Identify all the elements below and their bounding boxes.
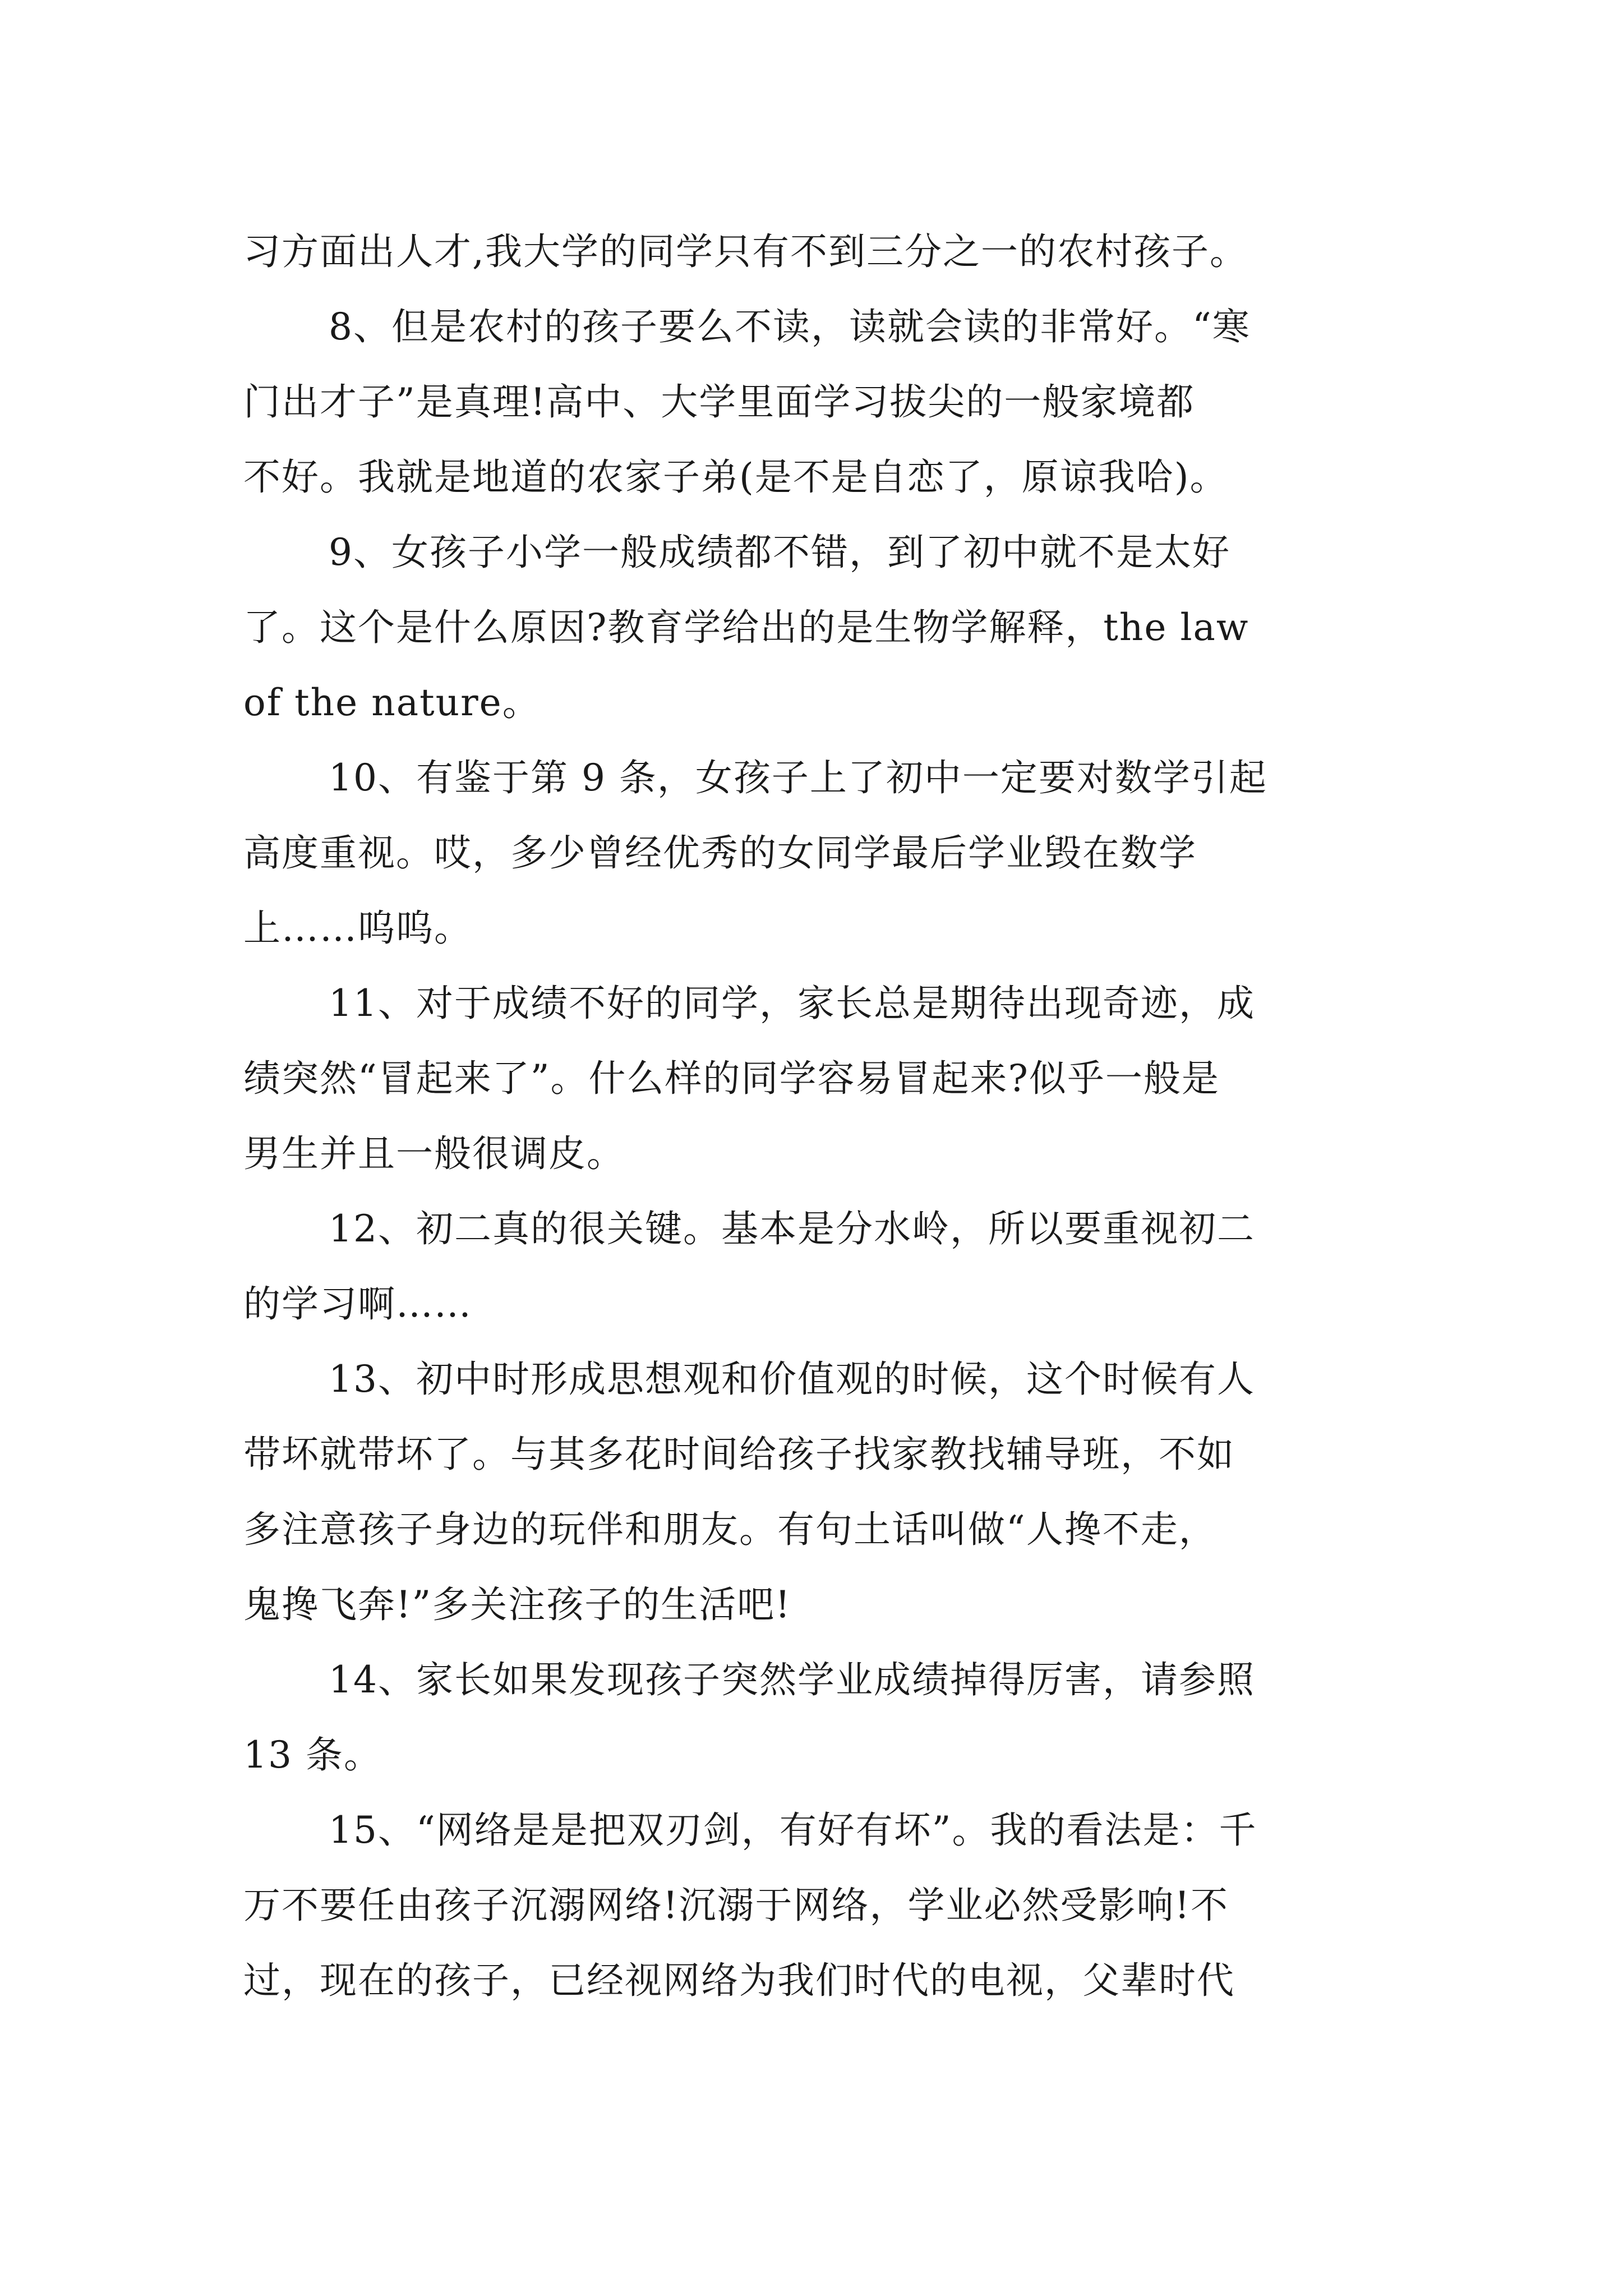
text-line: 万不要任由孩子沉溺网络!沉溺于网络，学业必然受影响!不 — [243, 1884, 1229, 1927]
text-line: 9、女孩子小学一般成绩都不错，到了初中就不是太好 — [329, 531, 1230, 574]
text-line: 多注意孩子身边的玩伴和朋友。有句土话叫做“人搀不走， — [243, 1508, 1217, 1551]
text-line: 10、有鉴于第 9 条，女孩子上了初中一定要对数学引起 — [329, 756, 1267, 799]
text-line: 12、初二真的很关键。基本是分水岭，所以要重视初二 — [329, 1207, 1255, 1250]
text-line: 13、初中时形成思想观和价值观的时候，这个时候有人 — [329, 1358, 1255, 1401]
text-line: 的学习啊…… — [243, 1282, 472, 1326]
text-line: 14、家长如果发现孩子突然学业成绩掉得厉害，请参照 — [329, 1658, 1255, 1701]
text-line: 上……呜呜。 — [243, 907, 472, 950]
text-line: 门出才子”是真理!高中、大学里面学习拔尖的一般家境都 — [243, 380, 1195, 424]
text-line: of the nature。 — [243, 681, 541, 724]
text-line: 男生并且一般很调皮。 — [243, 1132, 625, 1175]
text-line: 了。这个是什么原因?教育学给出的是生物学解释，the law — [243, 606, 1249, 649]
text-line: 习方面出人才,我大学的同学只有不到三分之一的农村孩子。 — [243, 230, 1248, 273]
text-line: 过，现在的孩子，已经视网络为我们时代的电视，父辈时代 — [243, 1959, 1235, 2002]
text-line: 鬼搀飞奔!”多关注孩子的生活吧! — [243, 1583, 791, 1626]
text-line: 13 条。 — [243, 1733, 382, 1777]
text-line: 15、“网络是是把双刃剑，有好有坏”。我的看法是：千 — [329, 1809, 1257, 1852]
text-line: 高度重视。哎，多少曾经优秀的女同学最后学业毁在数学 — [243, 831, 1197, 875]
text-line: 不好。我就是地道的农家子弟(是不是自恋了，原谅我哈)。 — [243, 455, 1228, 499]
text-line: 带坏就带坏了。与其多花时间给孩子找家教找辅导班，不如 — [243, 1433, 1235, 1476]
text-line: 11、对于成绩不好的同学，家长总是期待出现奇迹，成 — [329, 982, 1255, 1025]
text-line: 8、但是农村的孩子要么不读，读就会读的非常好。“寒 — [329, 305, 1251, 348]
text-line: 绩突然“冒起来了”。什么样的同学容易冒起来?似乎一般是 — [243, 1057, 1220, 1100]
document-body — [243, 214, 1387, 2018]
